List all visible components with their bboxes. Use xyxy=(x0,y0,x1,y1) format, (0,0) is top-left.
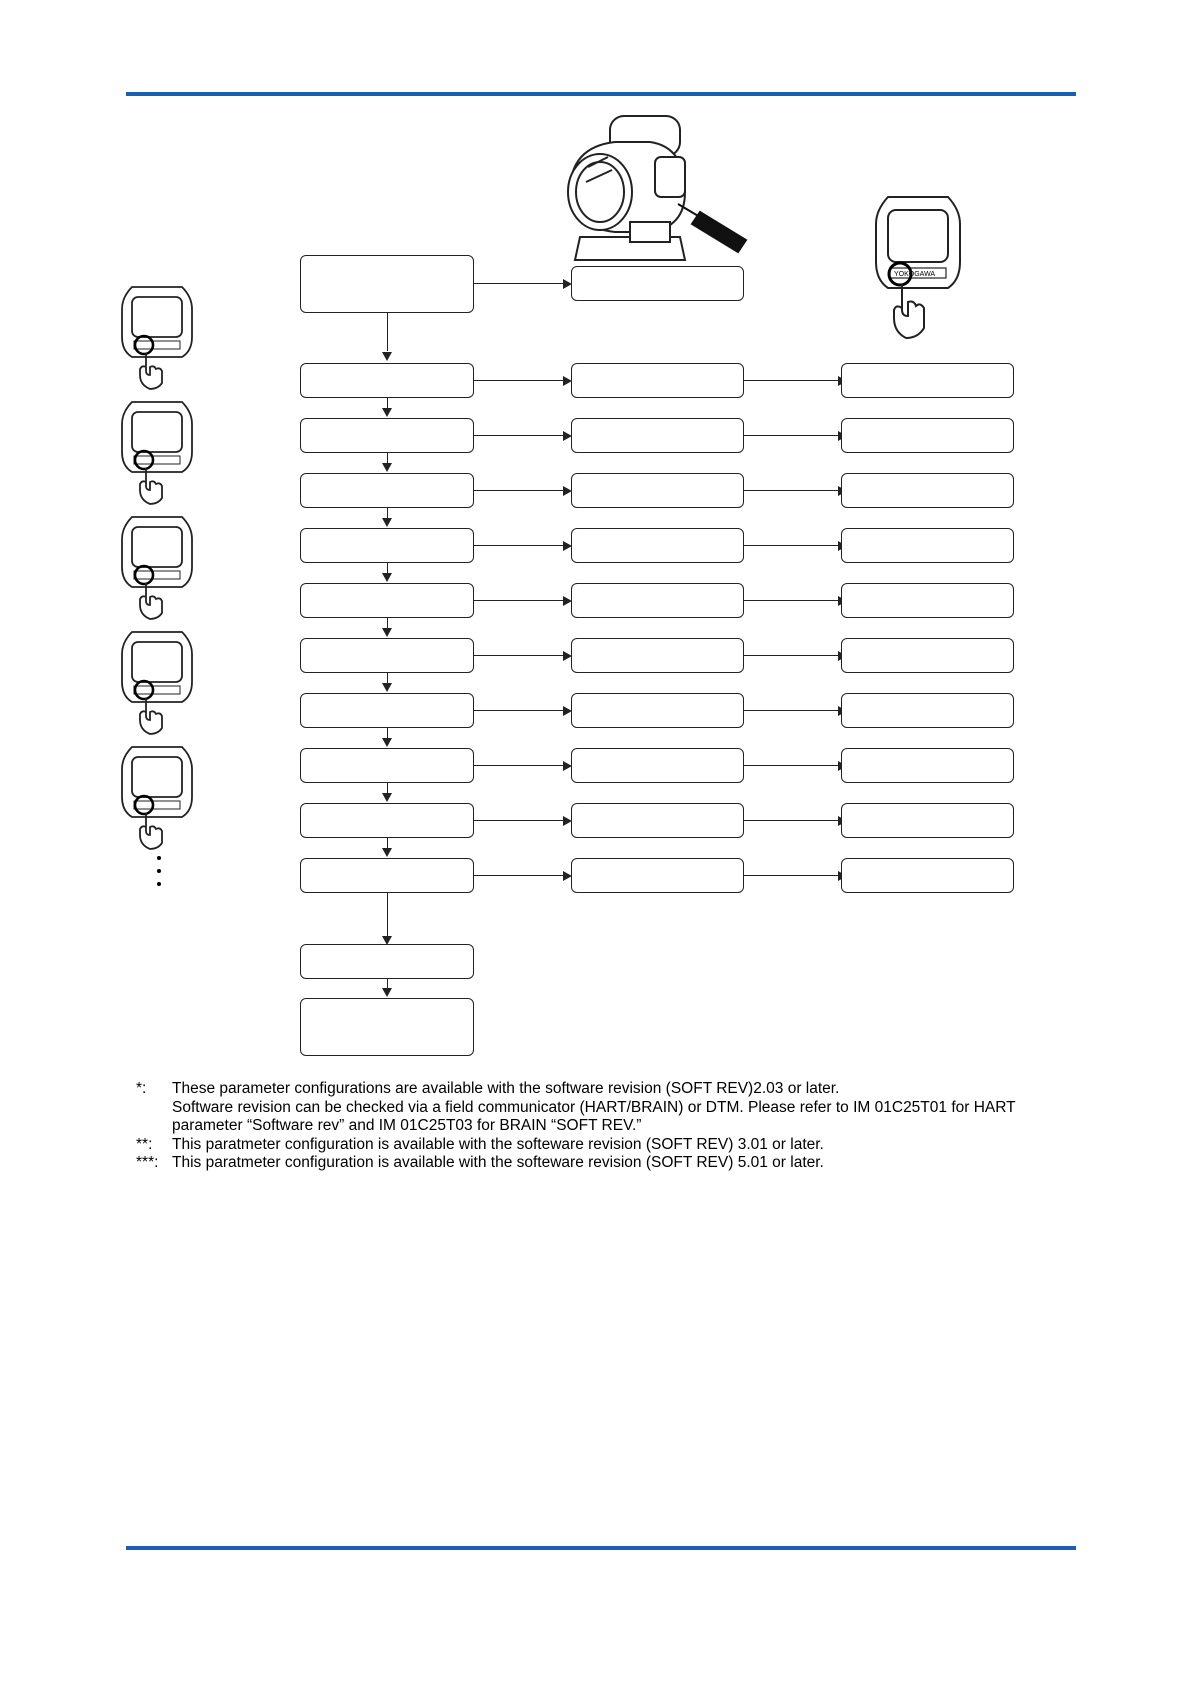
footnote-mark: ***: xyxy=(136,1154,159,1171)
flow-box-mid xyxy=(571,858,744,893)
flow-box-mid xyxy=(571,473,744,508)
flow-connector xyxy=(744,545,840,546)
flow-connector xyxy=(744,820,840,821)
flow-connector xyxy=(744,875,840,876)
display-illustration-3 xyxy=(120,513,200,621)
flow-box-right xyxy=(841,858,1014,893)
continuation-dot xyxy=(157,856,161,860)
flow-box-right xyxy=(841,418,1014,453)
flow-box-start-mid xyxy=(571,266,744,301)
footnote xyxy=(136,1154,1036,1173)
flow-connector xyxy=(474,765,564,766)
footnote xyxy=(136,1099,1036,1136)
flow-box-start xyxy=(300,255,474,313)
flow-connector xyxy=(474,435,564,436)
flow-connector xyxy=(744,380,840,381)
flow-connector xyxy=(387,893,388,938)
display-button-press-illustration xyxy=(868,192,968,342)
arrow-head xyxy=(382,848,392,857)
flow-box-left xyxy=(300,363,474,398)
flow-connector xyxy=(744,600,840,601)
flow-box-mid xyxy=(571,638,744,673)
flow-connector xyxy=(474,380,564,381)
header-rule xyxy=(126,92,1076,96)
flow-box-mid xyxy=(571,693,744,728)
flow-box-left xyxy=(300,693,474,728)
arrow-head xyxy=(382,793,392,802)
flow-box-row-11 xyxy=(300,944,474,979)
flow-connector xyxy=(474,545,564,546)
arrow-head xyxy=(382,463,392,472)
display-illustration-1 xyxy=(120,283,200,391)
footer-rule xyxy=(126,1546,1076,1550)
continuation-dot xyxy=(157,869,161,873)
flow-box-mid xyxy=(571,528,744,563)
flow-connector xyxy=(474,710,564,711)
flow-box-left xyxy=(300,858,474,893)
flow-box-left xyxy=(300,473,474,508)
flow-box-right xyxy=(841,803,1014,838)
flow-box-right xyxy=(841,583,1014,618)
brand-label: YOKOGAWA xyxy=(894,271,936,278)
flow-box-right xyxy=(841,693,1014,728)
flow-connector xyxy=(387,313,388,351)
flow-box-left xyxy=(300,418,474,453)
footnote-mark: *: xyxy=(136,1080,147,1097)
display-illustration-2 xyxy=(120,398,200,506)
flow-connector xyxy=(744,435,840,436)
arrow-head xyxy=(382,408,392,417)
footnote-text: These parameter configurations are available with the software revision (SOFT REV)2.03 or later. xyxy=(172,1080,840,1097)
footnote-text: Software revision can be checked via a field communicator (HART/BRAIN) or DTM. Please refer to IM 01C25T01 for HART parameter “Software rev” and IM 01C25T03 for BRAIN “SOFT REV.” xyxy=(172,1098,1016,1134)
flow-box-end xyxy=(300,998,474,1056)
flow-box-right xyxy=(841,748,1014,783)
flow-connector xyxy=(474,875,564,876)
flow-connector xyxy=(474,655,564,656)
arrow-head xyxy=(382,352,392,361)
footnote xyxy=(136,1080,1036,1099)
footnote-mark xyxy=(136,1099,172,1136)
arrow-head xyxy=(382,738,392,747)
continuation-dot xyxy=(157,882,161,886)
arrow-head xyxy=(382,988,392,997)
transmitter-illustration xyxy=(560,112,760,262)
flow-box-right xyxy=(841,528,1014,563)
flow-connector xyxy=(744,490,840,491)
flow-box-right xyxy=(841,363,1014,398)
arrow-head xyxy=(382,573,392,582)
footnote xyxy=(136,1136,1036,1155)
flow-box-mid xyxy=(571,583,744,618)
flow-connector xyxy=(744,765,840,766)
footnote-mark: **: xyxy=(136,1135,153,1153)
flow-box-left xyxy=(300,803,474,838)
flow-connector xyxy=(744,655,840,656)
flow-box-mid xyxy=(571,363,744,398)
arrow-head xyxy=(382,518,392,527)
flow-connector xyxy=(474,600,564,601)
display-illustration-5 xyxy=(120,743,200,851)
flow-connector xyxy=(474,820,564,821)
display-illustration-4 xyxy=(120,628,200,736)
footnote-text: This paratmeter configuration is available with the softeware revision (SOFT REV) 3.01 or later. xyxy=(172,1135,824,1153)
flow-box-right xyxy=(841,638,1014,673)
flow-connector xyxy=(744,710,840,711)
footnotes xyxy=(136,1080,1036,1173)
flow-connector xyxy=(474,283,564,284)
footnote-text: This paratmeter configuration is available with the softeware revision (SOFT REV) 5.01 or later. xyxy=(172,1154,824,1171)
flow-box-left xyxy=(300,583,474,618)
flow-box-left xyxy=(300,528,474,563)
flow-box-left xyxy=(300,638,474,673)
flow-box-right xyxy=(841,473,1014,508)
flow-connector xyxy=(474,490,564,491)
flow-box-mid xyxy=(571,803,744,838)
arrow-head xyxy=(382,683,392,692)
arrow-head xyxy=(382,628,392,637)
flow-box-left xyxy=(300,748,474,783)
flow-box-mid xyxy=(571,418,744,453)
flow-box-mid xyxy=(571,748,744,783)
